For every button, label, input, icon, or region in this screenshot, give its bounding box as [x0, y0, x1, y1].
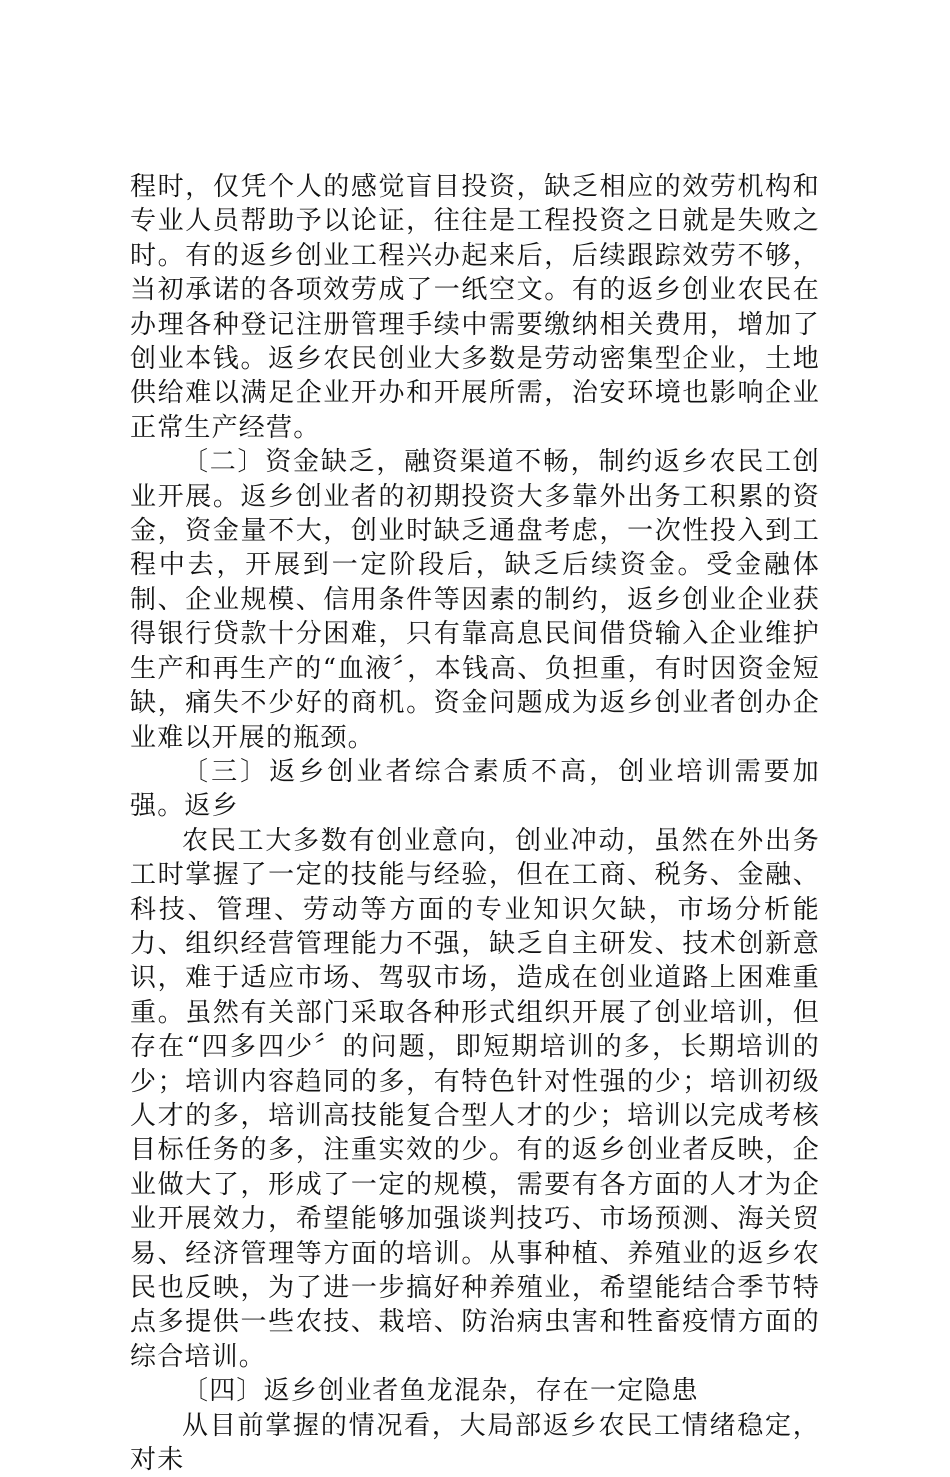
paragraph-section-4-heading: 〔四〕返乡创业者鱼龙混杂，存在一定隐患	[182, 1376, 699, 1407]
paragraph-section-3-body: 农民工大多数有创业意向，创业冲动，虽然在外出务工时掌握了一定的技能与经验，但在工商、税务、金融、科技、管理、劳动等方面的专业知识欠缺，市场分析能力、组织经营管理能力不强，缺乏自主研发、技术创新意识，难于适应市场、驾驭市场，造成在创业道路上困难重重。虽然有关部门采取各种形式组织开展了创业培训，但存在“四多四少〞的问题，即短期培训的多，长期培训的少；培训内容趋同的多，有特色针对性强的少；培训初级人才的多，培训高技能复合型人才的少；培训以完成考核目标任务的多，注重实效的少。有的返乡创业者反映，企业做大了，形成了一定的规模，需要有各方面的人才为企业开展效力，希望能够加强谈判技巧、市场预测、海关贸易、经济管理等方面的培训。从事种植、养殖业的返乡农民也反映，为了进一步搞好种养殖业，希望能结合季节特点多提供一些农技、栽培、防治病虫害和牲畜疫情方面的综合培训。	[130, 825, 820, 1372]
document-body	[130, 170, 820, 1477]
paragraph-section-3-heading: 〔三〕返乡创业者综合素质不高，创业培训需要加强。返乡	[130, 756, 820, 822]
paragraph-continuation: 程时，仅凭个人的感觉盲目投资，缺乏相应的效劳机构和专业人员帮助予以论证，往往是工程投资之日就是失败之时。有的返乡创业工程兴办起来后，后续跟踪效劳不够，当初承诺的各项效劳成了一纸空文。有的返乡创业农民在办理各种登记注册管理手续中需要缴纳相关费用，增加了创业本钱。返乡农民创业大多数是劳动密集型企业，土地供给难以满足企业开办和开展所需，治安环境也影响企业正常生产经营。	[130, 172, 820, 443]
paragraph-section-2: 〔二〕资金缺乏，融资渠道不畅，制约返乡农民工创业开展。返乡创业者的初期投资大多靠外出务工积累的资金，资金量不大，创业时缺乏通盘考虑，一次性投入到工程中去，开展到一定阶段后，缺乏后续资金。受金融体制、企业规模、信用条件等因素的制约，返乡创业企业获得银行贷款十分困难，只有靠高息民间借贷输入企业维护生产和再生产的“血液〞，本钱高、负担重，有时因资金短缺，痛失不少好的商机。资金问题成为返乡创业者创办企业难以开展的瓶颈。	[130, 447, 820, 753]
paragraph-section-4-body: 从目前掌握的情况看，大局部返乡农民工情绪稳定，对未	[130, 1410, 820, 1476]
